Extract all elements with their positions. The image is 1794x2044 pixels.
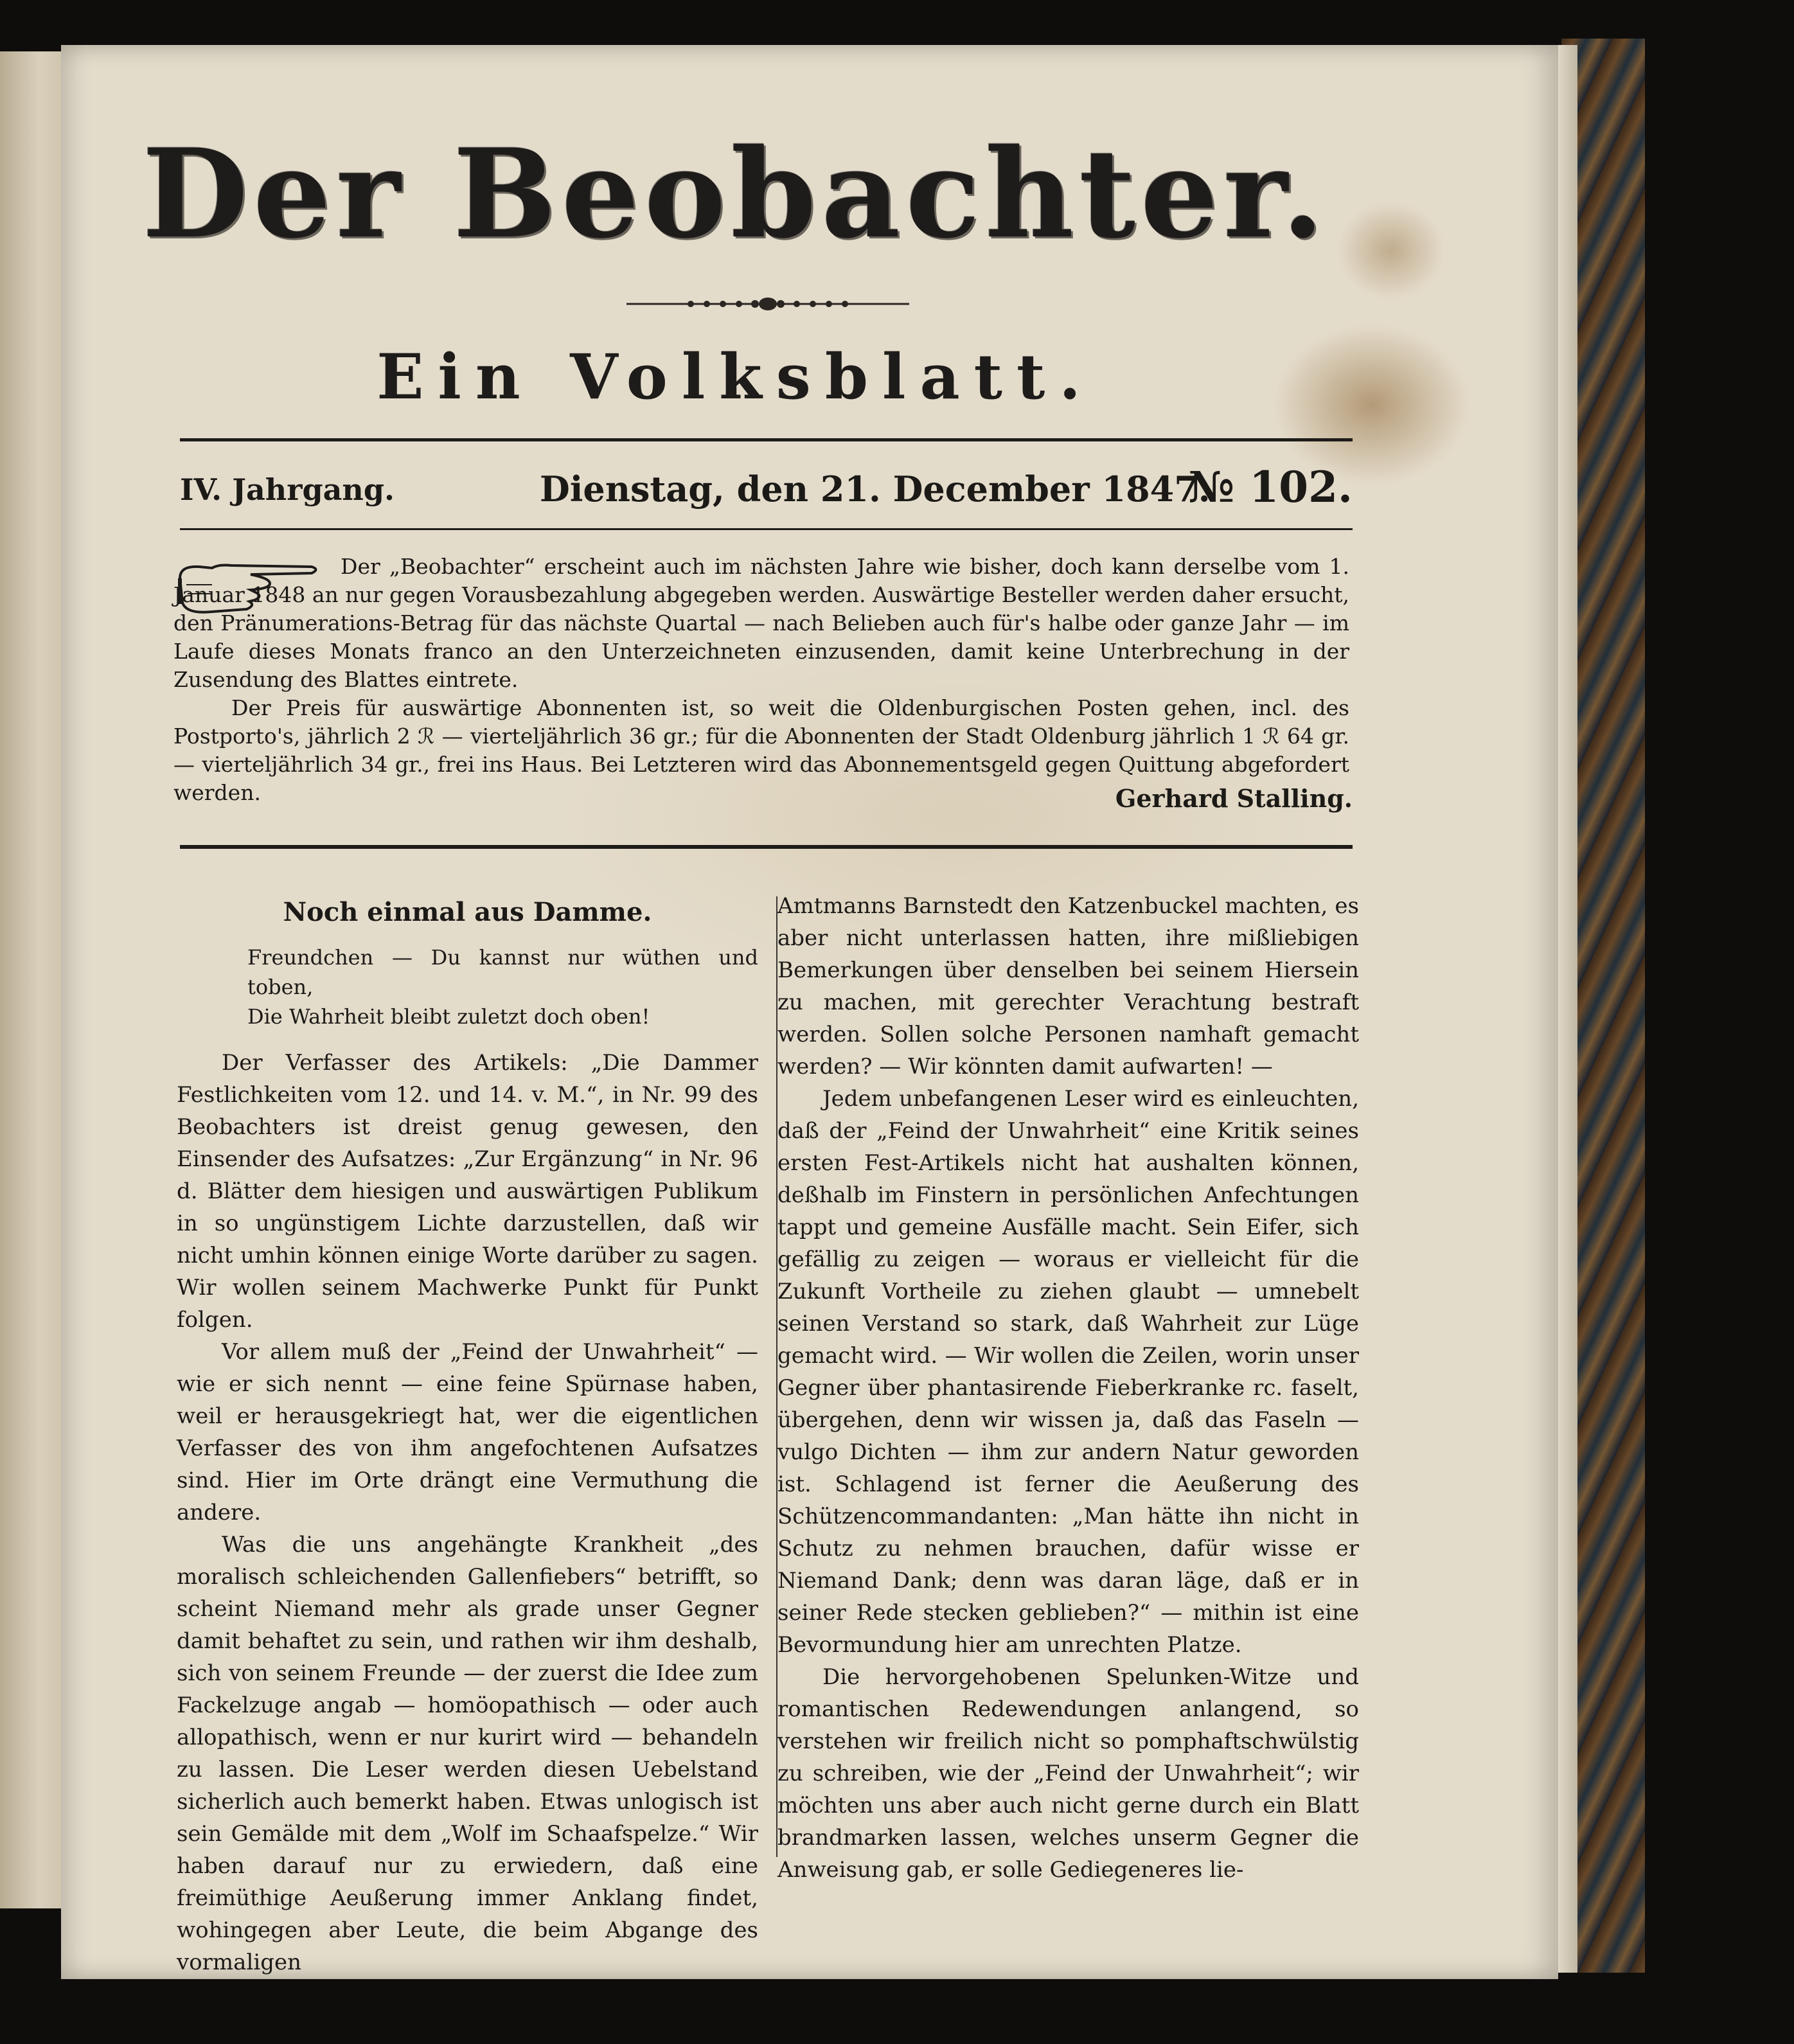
masthead-title: Der Beobachter.	[142, 122, 1329, 265]
article-paragraph: Vor allem muß der „Feind der Unwahrheit“ — wie er sich nennt — eine feine Spürnase haben, weil er herausgekriegt hat, wer die eigentlichen Verfasser des von ihm angefochtenen Aufsatzes sind. Hier im Orte drängt eine Vermuthung die andere.	[177, 1339, 758, 1525]
epigraph-line-1: Freundchen — Du kannst nur wüthen und toben,	[247, 945, 758, 999]
article-column-left	[177, 890, 758, 1978]
newspaper-page	[61, 45, 1558, 1979]
subscription-notice	[173, 553, 1349, 807]
masthead-subtitle: Ein Volksblatt.	[377, 341, 1095, 413]
epigraph-line-2: Die Wahrheit bleibt zuletzt doch oben!	[247, 1004, 650, 1029]
left-page-edge	[0, 51, 64, 1908]
article-paragraph: Die hervorgehobenen Spelunken-Witze und romantischen Redewendungen anlangend, so verstehen wir freilich nicht so pomphaftschwülstig zu schreiben, wie der „Feind der Unwahrheit“; wir möchten uns aber auch nicht gerne durch ein Blatt brandmarken lassen, welches unserm Gegner die Anweisung gab, er solle Gediegeneres lie-	[777, 1664, 1359, 1883]
issue-date: Dienstag, den 21. December 1847.	[540, 468, 1211, 510]
notice-paragraph-2: Der Preis für auswärtige Abonnenten ist, so weit die Oldenburgischen Posten gehen, incl. des Postporto's, jährlich 2 ℛ — vierteljährlich 36 gr.; für die Abonnenten der Stadt Oldenburg jährlich 1 ℛ 64 gr. — vierteljährlich 34 gr., frei ins Haus. Bei Letzteren wird das Abonnementsgeld gegen Quittung abgefordert werden.	[173, 695, 1349, 805]
notice-paragraph-1: Der „Beobachter“ erscheint auch im nächsten Jahre wie bisher, doch kann derselbe vom 1. Januar 1848 an nur gegen Vorausbezahlung abgegeben werden. Auswärtige Besteller werden daher ersucht, den Pränumerations-Betrag für das nächste Quartal — nach Belieben auch für's halbe oder ganze Jahr — im Laufe dieses Monats franco an den Unterzeichneten einzusenden, damit keine Unterbrechung in der Zusendung des Blattes eintrete.	[173, 554, 1349, 692]
section-rule	[180, 845, 1353, 849]
article-paragraph: Der Verfasser des Artikels: „Die Dammer Festlichkeiten vom 12. und 14. v. M.“, in Nr. 99 des Beobachters ist dreist genug gewesen, den Einsender des Aufsatzes: „Zur Ergänzung“ in Nr. 96 d. Blätter dem hiesigen und auswärtigen Publikum in so ungünstigem Lichte darzustellen, daß wir nicht umhin können einige Worte darüber zu sagen. Wir wollen seinem Machwerke Punkt für Punkt folgen.	[177, 1050, 758, 1333]
header-rule-top	[180, 438, 1353, 441]
article-paragraph: Jedem unbefangenen Leser wird es einleuchten, daß der „Feind der Unwahrheit“ eine Kritik seines ersten Fest-Artikels nicht hat aushalten können, deßhalb im Finstern in persönlichen Anfechtungen tappt und gemeine Ausfälle macht. Sein Eifer, sich gefällig zu zeigen — woraus er vielleicht für die Zukunft Vortheile zu ziehen glaubt — umnebelt seinen Verstand so stark, daß Wahrheit zur Lüge gemacht wird. — Wir wollen die Zeilen, worin unser Gegner über phantasirende Fieberkranke rc. faselt, übergehen, denn wir wissen ja, daß das Faseln — vulgo Dichten — ihm zur andern Natur geworden ist. Schlagend ist ferner die Aeußerung des Schützencommandanten: „Man hätte ihn nicht in Schutz zu nehmen brauchen, dafür wisse er Niemand Dank; denn was daran läge, daß er in seiner Rede stecken geblieben?“ — mithin ist eine Bevormundung hier am unrechten Platze.	[777, 1086, 1359, 1658]
issue-year: IV. Jahrgang.	[180, 472, 395, 507]
issue-number: № 102.	[1188, 462, 1353, 512]
article-title: Noch einmal aus Damme.	[283, 897, 652, 927]
header-rule-bottom	[180, 528, 1353, 530]
article-paragraph: Was die uns angehängte Krankheit „des moralisch schleichenden Gallenfiebers“ betrifft, so scheint Niemand mehr als grade unser Gegner damit behaftet zu sein, und rathen wir ihm deshalb, sich von seinem Freunde — der zuerst die Idee zum Fackelzuge angab — homöopathisch — oder auch allopathisch, wenn er nur kurirt wird — behandeln zu lassen. Die Leser werden diesen Uebelstand sicherlich auch bemerkt haben. Etwas unlogisch ist sein Gemälde mit dem „Wolf im Schaafspelze.“ Wir haben darauf nur zu erwiedern, daß eine freimüthige Aeußerung immer Anklang findet, wohingegen aber Leute, die beim Abgange des vormaligen	[177, 1532, 758, 1975]
article-paragraph: Amtmanns Barnstedt den Katzenbuckel machten, es aber nicht unterlassen hatten, ihre mißliebigen Bemerkungen über denselben bei seinem Hiersein zu machen, mit gerechter Verachtung bestraft werden. Sollen solche Personen namhaft gemacht werden? — Wir könnten damit aufwarten! —	[777, 893, 1359, 1080]
ornament-icon	[626, 294, 909, 314]
notice-signature: Gerhard Stalling.	[1115, 784, 1353, 813]
ornament-divider	[626, 294, 909, 314]
article-epigraph	[247, 943, 758, 1031]
article-column-right	[777, 890, 1359, 1886]
issue-info-line	[180, 459, 1353, 517]
